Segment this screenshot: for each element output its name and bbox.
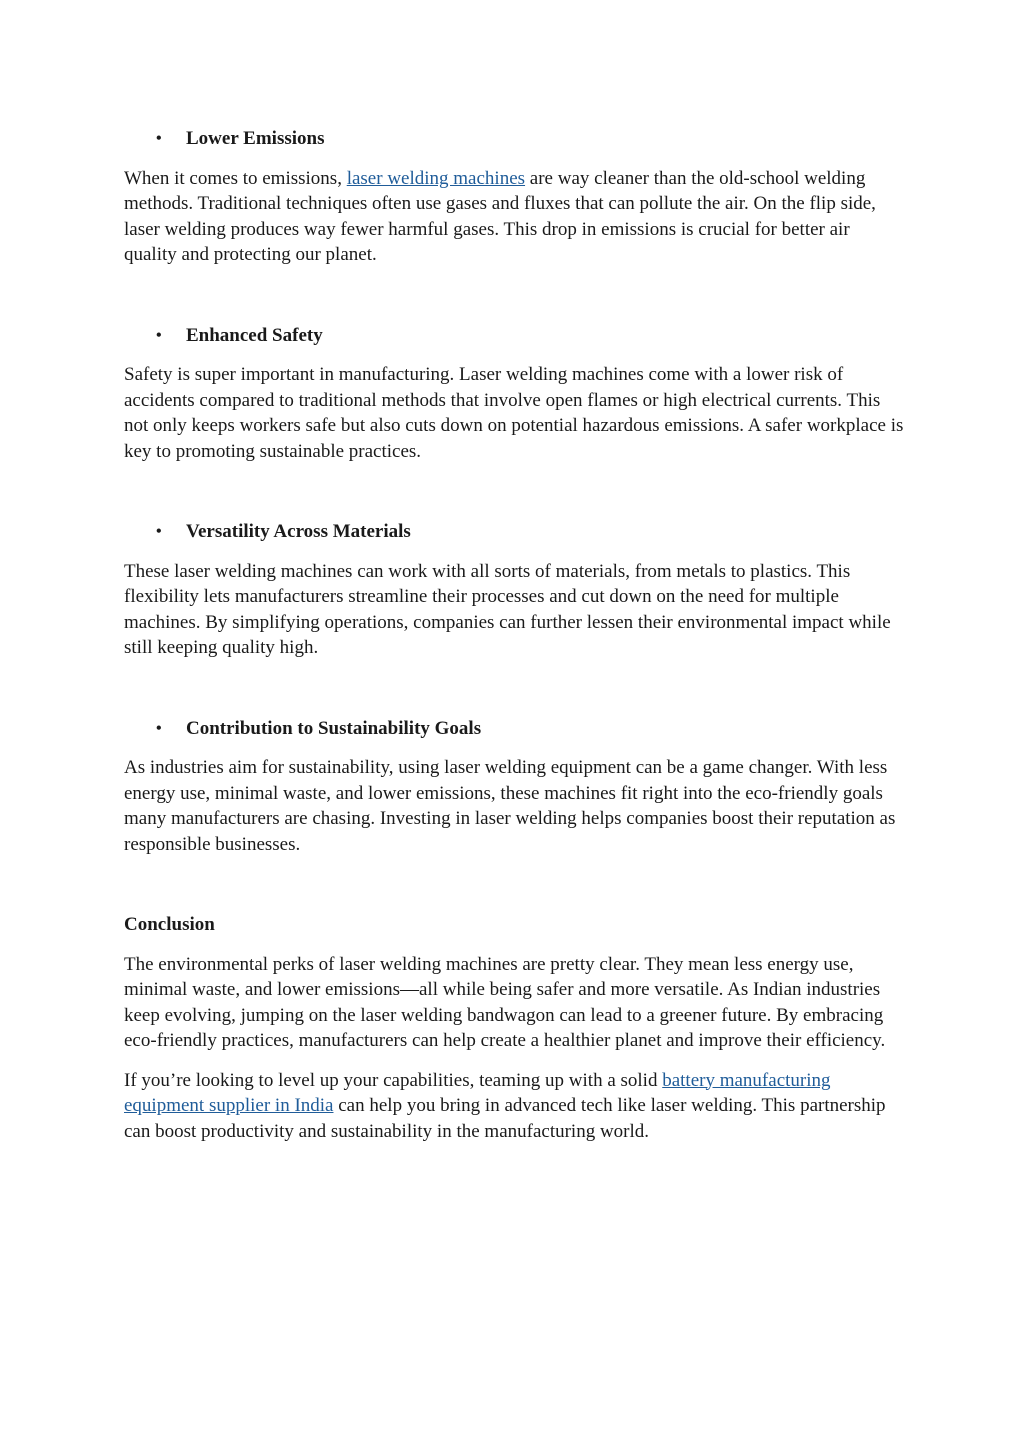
heading-text: Enhanced Safety	[186, 324, 323, 346]
paragraph-text: can help you bring in advanced tech like laser welding. This partnership can boost productivity and sustainability in the manufacturing world.	[124, 1095, 886, 1142]
paragraph: These laser welding machines can work with all sorts of materials, from metals to plastics. This flexibility lets manufacturers streamline their processes and cut down on the need for multiple machines. By simplifying operations, companies can further lessen their environmental impact while still keeping quality high.	[124, 560, 891, 658]
section-lower-emissions	[124, 126, 904, 268]
bullet-icon: •	[156, 130, 162, 147]
bullet-heading	[124, 126, 904, 152]
paragraph	[124, 166, 904, 268]
bullet-heading	[124, 323, 904, 349]
heading-text: Lower Emissions	[186, 128, 325, 149]
section-versatility	[124, 519, 904, 661]
paragraph: As industries aim for sustainability, using laser welding equipment can be a game changer. With less energy use, minimal waste, and lower emissions, these machines fit right into the eco-friendly goals many manufacturers are chasing. Investing in laser welding helps companies boost their reputation as responsible businesses.	[124, 757, 896, 855]
bullet-heading	[124, 519, 904, 545]
conclusion-paragraph	[124, 1068, 904, 1145]
paragraph-text: If you’re looking to level up your capabilities, teaming up with a solid	[124, 1069, 663, 1091]
conclusion-heading: Conclusion	[124, 914, 215, 935]
bullet-icon: •	[156, 523, 162, 540]
paragraph: Safety is super important in manufacturing. Laser welding machines come with a lower risk of accidents compared to traditional methods that involve open flames or high electrical currents. This not only keeps workers safe but also cuts down on potential hazardous emissions. A safer workplace is key to promoting sustainable practices.	[124, 364, 904, 462]
bullet-icon: •	[156, 719, 162, 737]
bullet-heading	[124, 716, 904, 742]
section-sustainability-goals	[124, 716, 904, 858]
conclusion-paragraph: The environmental perks of laser welding machines are pretty clear. They mean less energy use, minimal waste, and lower emissions—all while being safer and more versatile. As Indian industries keep evolving, jumping on the laser welding bandwagon can lead to a greener future. By embracing eco-friendly practices, manufacturers can help create a healthier planet and improve their efficiency.	[124, 953, 886, 1051]
heading-text: Versatility Across Materials	[186, 521, 411, 542]
document-body	[124, 126, 904, 1144]
paragraph-text: When it comes to emissions,	[124, 167, 347, 189]
heading-text: Contribution to Sustainability Goals	[186, 717, 482, 739]
bullet-icon: •	[156, 326, 162, 344]
paragraph-text: are way cleaner than the old-school welding methods. Traditional techniques often use gases and fluxes that can pollute the air. On the flip side, laser welding produces way fewer harmful gases. This drop in emissions is crucial for better air quality and protecting our planet.	[124, 167, 876, 265]
section-enhanced-safety	[124, 323, 904, 465]
laser-welding-machines-link[interactable]: laser welding machines	[346, 167, 526, 189]
battery-equipment-supplier-link[interactable]: battery manufacturing equipment supplier in India	[124, 1069, 831, 1116]
